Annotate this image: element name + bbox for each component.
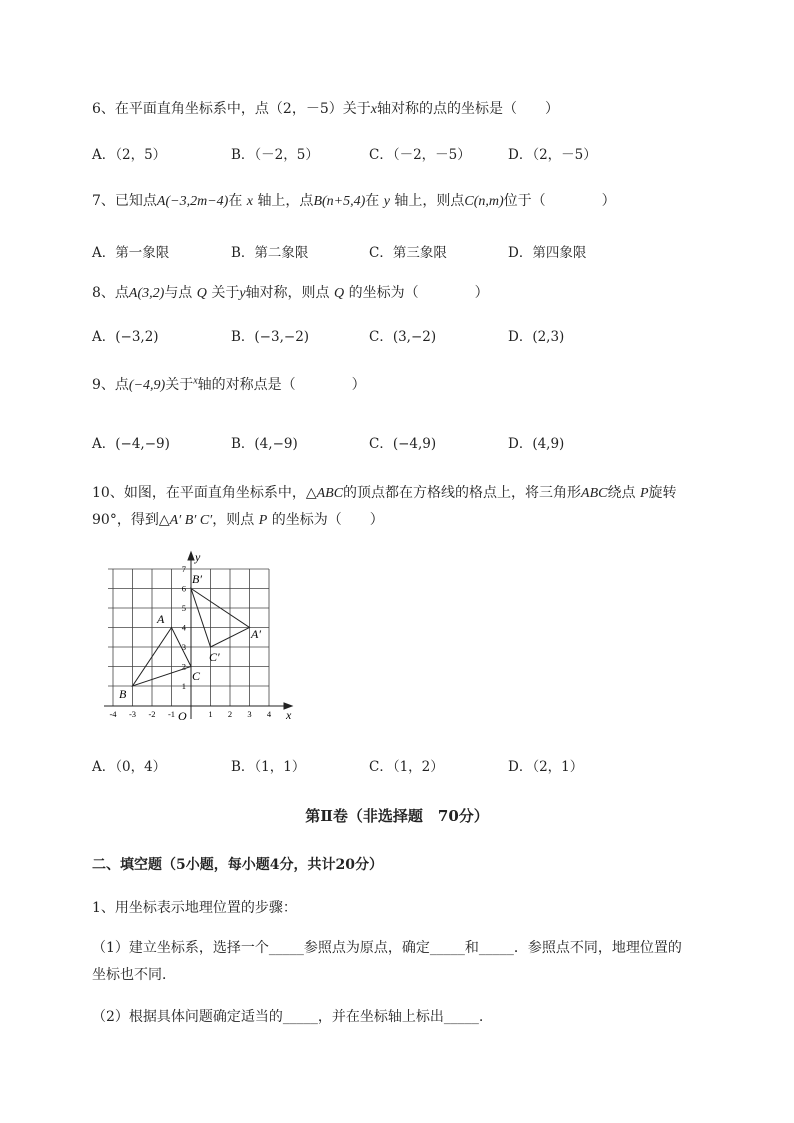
y-tick: 7 [181,564,186,574]
x-tick: -3 [128,709,137,719]
triangle-abc [133,628,192,687]
question-7-stem: 7、已知点A(−3,2m−4)在 x 轴上，点B(n+5,4)在 y 轴上，则点C(n,m)位于（ ） [92,193,616,209]
y-tick: 4 [181,622,186,633]
y-tick: 2 [181,661,186,672]
y-tick: 6 [181,583,186,594]
q9-option-d[interactable]: D．(4,9) [508,436,565,452]
q9-option-b[interactable]: B．(4,−9) [231,436,298,452]
q7-option-c[interactable]: C．第三象限 [369,245,447,261]
fill-in-step-1-line-2: 坐标也不同． [92,967,176,983]
label-point-b: B [119,687,127,701]
q7-option-d[interactable]: D．第四象限 [508,245,587,261]
fill-in-step-1-line-1: （1）建立坐标系，选择一个_____参照点为原点，确定_____和_____．参照点不同，地理位置的 [92,940,682,956]
y-tick: 1 [181,681,186,691]
q8-option-a[interactable]: A．(−3,2) [92,329,159,345]
triangle-abc-prime [191,589,250,648]
grid-lines [108,569,269,706]
y-tick: 5 [181,603,186,613]
label-point-a: A [157,612,165,626]
fill-in-step-2: （2）根据具体问题确定适当的_____，并在坐标轴上标出_____. [92,1009,484,1025]
label-point-c-prime: C′ [209,650,220,664]
origin-label: O [178,709,187,723]
y-axis-label: y [195,550,201,564]
subsection-title: 二、填空题（5小题，每小题4分，共计20分） [92,857,383,873]
q6-option-a[interactable]: A．（2，5） [92,147,167,163]
q6-option-b[interactable]: B．（－2，5） [231,147,319,163]
q9-option-a[interactable]: A．(−4,−9) [92,436,170,452]
x-tick: -4 [109,709,117,719]
x-tick: 4 [266,709,272,719]
x-tick: -2 [148,709,156,719]
q8-option-d[interactable]: D．(2,3) [508,329,565,345]
q10-option-b[interactable]: B．（1，1） [231,759,306,775]
q6-option-c[interactable]: C．（－2，－5） [369,147,471,163]
x-tick: 1 [208,709,213,719]
label-point-a-prime: A′ [251,627,261,641]
q9-option-c[interactable]: C．(−4,9) [369,436,437,452]
q8-option-c[interactable]: C．(3,−2) [369,329,437,345]
x-tick: 2 [227,709,233,719]
y-tick: 3 [181,642,186,652]
x-tick: -1 [167,709,176,719]
label-point-c: C [192,669,201,683]
q10-option-d[interactable]: D．（2，1） [508,759,584,775]
section-title: 第Ⅱ卷（非选择题 70分） [305,807,489,825]
question-8-stem: 8、点A(3,2)与点 Q 关于y轴对称，则点 Q 的坐标为（ ） [92,285,489,301]
label-point-b-prime: B′ [192,572,202,586]
q10-option-c[interactable]: C．（1，2） [369,759,444,775]
question-9-stem: 9、点(−4,9)关于$^x$轴的对称点是（ ） [92,375,366,393]
x-axis-label: x [286,708,292,722]
q7-option-b[interactable]: B．第二象限 [231,245,309,261]
coordinate-grid-figure [100,549,300,727]
question-10-line2: 90°，得到△A′ B′ C′，则点 P 的坐标为（ ） [92,512,384,528]
q10-option-a[interactable]: A．（0，4） [92,759,167,775]
q8-option-b[interactable]: B．(−3,−2) [231,329,310,345]
question-10-line1: 10、如图，在平面直角坐标系中，△ABC的顶点都在方格线的格点上，将三角形ABC绕点 P旋转 [92,485,677,501]
q7-option-a[interactable]: A．第一象限 [92,245,170,261]
question-6-stem: 6、在平面直角坐标系中，点（2，－5）关于x轴对称的点的坐标是（ ） [92,101,559,117]
x-tick: 3 [247,709,252,719]
q6-option-d[interactable]: D．（2，－5） [508,147,597,163]
fill-in-question-1: 1、用坐标表示地理位置的步骤： [92,900,297,916]
